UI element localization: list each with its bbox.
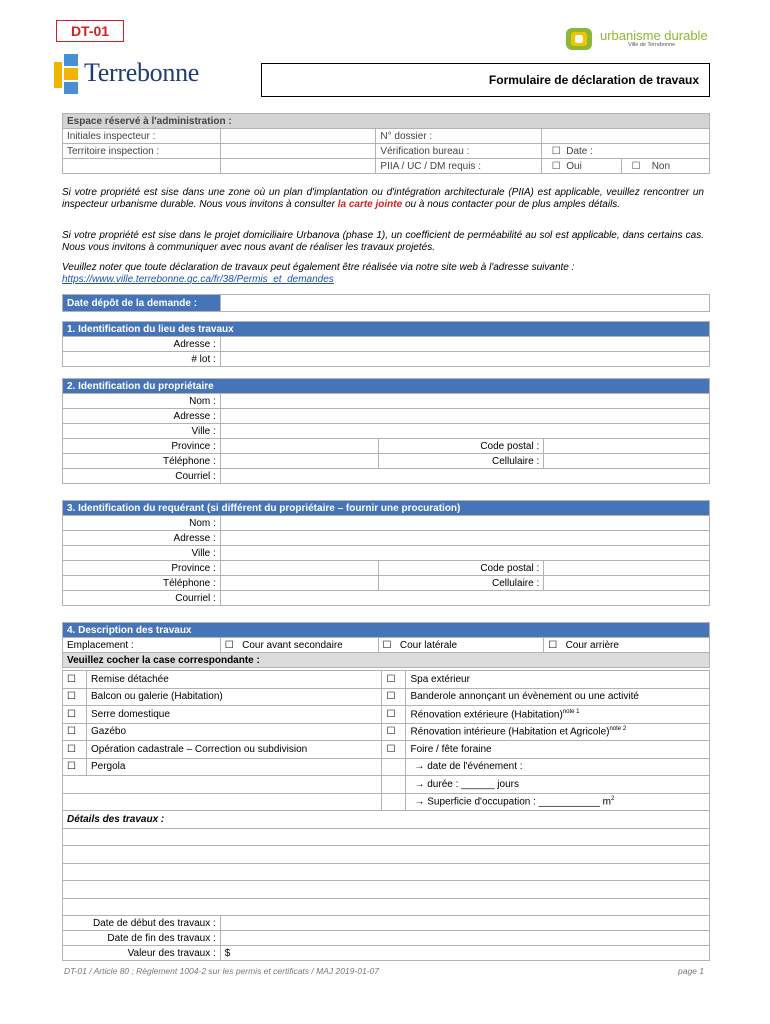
section-3-table [62,500,710,606]
cour-arriere-option[interactable]: ☐ Cour arrière [544,638,710,653]
s2-ville-field[interactable] [220,424,709,439]
s1-lot-field[interactable] [220,352,709,367]
s2-courriel-field[interactable] [220,469,709,484]
piia-note: Si votre propriété est sise dans une zone où un plan d'implantation ou d'intégration architecturale (PIIA) est applicable, veuillez rencontrer un inspecteur urbanisme durable. Nous vous invitons à consulter la carte jointe ou à nous contacter pour de plus amples détails. [62,187,704,210]
checkbox-icon[interactable]: ☐ [63,706,87,724]
work-type-item: Gazébo [86,723,382,741]
s2-telephone-field[interactable] [220,454,378,469]
cocher-instruction: Veuillez cocher la case correspondante : [63,653,710,668]
checkbox-icon[interactable]: ☐ [382,723,406,741]
section-2-title: 2. Identification du propriétaire [63,379,710,394]
oui-label: Oui [566,160,582,172]
checkbox-icon[interactable]: ☐ [63,671,87,689]
checkbox-icon[interactable]: ☐ [382,671,406,689]
details-line[interactable] [63,881,710,899]
date-debut-field[interactable] [220,916,709,931]
valeur-label: Valeur des travaux : [63,946,221,961]
s2-ville-label: Ville : [63,424,221,439]
s3-adresse-field[interactable] [220,531,709,546]
footnote-ref: note 2 [609,726,627,733]
checkbox-icon[interactable]: ☐ [63,723,87,741]
initiales-label: Initiales inspecteur : [63,129,221,144]
cour-avant-option[interactable]: ☐ Cour avant secondaire [220,638,378,653]
oui-checkbox-cell[interactable] [542,159,622,174]
dossier-field[interactable] [542,129,710,144]
details-line[interactable] [63,846,710,864]
s2-cellulaire-label: Cellulaire : [378,454,544,469]
checkbox-icon[interactable]: ☐ [382,706,406,724]
section-1-title: 1. Identification du lieu des travaux [63,322,710,337]
checkbox-icon[interactable]: ☐ [551,160,561,172]
initiales-field[interactable] [220,129,376,144]
details-line[interactable] [63,863,710,881]
terrebonne-wordmark: Terrebonne [84,58,200,87]
work-type-item: Banderole annonçant un évènement ou une activité [406,688,710,706]
admin-header: Espace réservé à l'administration : [63,114,710,129]
carte-jointe-link[interactable]: la carte jointe [337,199,403,210]
website-note: Veuillez noter que toute déclaration de travaux peut également être réalisée via notre site web à l'adresse suivante : https://www.ville.terrebonne.qc.ca/fr/38/Permis_et_demandes [62,262,575,285]
date-fin-field[interactable] [220,931,709,946]
s2-nom-field[interactable] [220,394,709,409]
details-table [62,810,710,961]
s3-province-label: Province : [63,561,221,576]
checkbox-icon[interactable]: ☐ [551,145,561,157]
date-checkbox-label: Date : [566,145,593,157]
s3-code-postal-label: Code postal : [378,561,544,576]
s2-code-postal-field[interactable] [544,439,710,454]
form-code-badge: DT-01 [56,20,124,42]
checkbox-icon[interactable]: ☐ [382,741,406,759]
checkbox-icon[interactable]: ☐ [631,160,641,172]
cour-laterale-option[interactable]: ☐ Cour latérale [378,638,544,653]
checkbox-icon[interactable]: ☐ [548,639,558,651]
work-type-item: Rénovation intérieure (Habitation et Agricole)$^{note 2}$ [406,723,710,741]
s1-adresse-label: Adresse : [63,337,221,352]
admin-table [62,113,710,174]
work-type-item: Opération cadastrale – Correction ou subdivision [86,741,382,759]
work-type-item: Serre domestique [86,706,382,724]
details-line[interactable] [63,828,710,846]
date-depot-field[interactable] [220,295,709,312]
non-label: Non [651,160,671,172]
territoire-field[interactable] [220,144,376,159]
verification-label: Vérification bureau : [376,144,542,159]
s3-cellulaire-label: Cellulaire : [378,576,544,591]
s3-adresse-label: Adresse : [63,531,221,546]
s3-courriel-label: Courriel : [63,591,221,606]
work-type-item: Spa extérieur [406,671,710,689]
footer-reference: DT-01 / Article 80 ; Règlement 1004-2 sur les permis et certificats / MAJ 2019-01-07 [64,966,379,976]
details-line[interactable] [63,898,710,916]
s2-cellulaire-field[interactable] [544,454,710,469]
evenement-date-label: → date de l'événement : [406,758,710,776]
checkbox-icon[interactable]: ☐ [382,639,392,651]
s3-nom-label: Nom : [63,516,221,531]
website-link[interactable]: https://www.ville.terrebonne.qc.ca/fr/38/Permis_et_demandes [62,274,334,285]
s3-nom-field[interactable] [220,516,709,531]
s3-ville-field[interactable] [220,546,709,561]
work-type-item: Foire / fête foraine [406,741,710,759]
blank-cell[interactable] [63,776,382,794]
checkbox-icon[interactable]: ☐ [382,688,406,706]
work-type-item: Rénovation extérieure (Habitation)$^{note 1}$ [406,706,710,724]
checkbox-icon[interactable]: ☐ [224,639,234,651]
s3-courriel-field[interactable] [220,591,709,606]
date-checkbox-cell[interactable] [542,144,710,159]
date-fin-label: Date de fin des travaux : [63,931,221,946]
section-3-title: 3. Identification du requérant (si différent du propriétaire – fournir une procuration) [63,501,710,516]
work-type-item: Pergola [86,758,382,776]
date-depot-table [62,294,710,312]
footnote-ref: note 1 [562,708,580,715]
section-4-table [62,622,710,668]
s2-nom-label: Nom : [63,394,221,409]
valeur-field[interactable]: $ [220,946,709,961]
s2-adresse-field[interactable] [220,409,709,424]
territoire-label: Territoire inspection : [63,144,221,159]
date-debut-label: Date de début des travaux : [63,916,221,931]
s2-telephone-label: Téléphone : [63,454,221,469]
work-type-item: Remise détachée [86,671,382,689]
section-1-table [62,321,710,367]
urbanisme-durable-text: urbanisme durable [600,28,708,43]
section-4-title: 4. Description des travaux [63,623,710,638]
s3-telephone-field[interactable] [220,576,378,591]
s3-telephone-label: Téléphone : [63,576,221,591]
checkbox-icon[interactable]: ☐ [63,758,87,776]
section-2-table [62,378,710,484]
s3-code-postal-field[interactable] [544,561,710,576]
s3-ville-label: Ville : [63,546,221,561]
work-type-item: Balcon ou galerie (Habitation) [86,688,382,706]
form-title: Formulaire de déclaration de travaux [488,73,699,87]
duree-label: → durée : ______ jours [406,776,710,794]
piia-label: PIIA / UC / DM requis : [376,159,542,174]
s2-code-postal-label: Code postal : [378,439,544,454]
s2-courriel-label: Courriel : [63,469,221,484]
s2-adresse-label: Adresse : [63,409,221,424]
dossier-label: N° dossier : [376,129,542,144]
checkbox-icon[interactable]: ☐ [63,688,87,706]
s3-province-field[interactable] [220,561,378,576]
s2-province-label: Province : [63,439,221,454]
checkbox-icon[interactable]: ☐ [63,741,87,759]
emplacement-label: Emplacement : [63,638,221,653]
s1-lot-label: # lot : [63,352,221,367]
urbanisme-durable-subtitle: Ville de Terrebonne [628,42,676,48]
blank-cell[interactable] [63,793,382,811]
s1-adresse-field[interactable] [220,337,709,352]
details-label: Détails des travaux : [63,811,710,829]
work-type-checklist [62,670,710,811]
s3-cellulaire-field[interactable] [544,576,710,591]
urbanova-note: Si votre propriété est sise dans le projet domiciliaire Urbanova (phase 1), un coefficient de perméabilité au sol est applicable, dans certains cas. Nous vous invitons à communiquer avec nous avant de réaliser les travaux projetés. [62,230,704,253]
date-depot-label: Date dépôt de la demande : [63,295,221,312]
non-checkbox-cell[interactable] [622,159,710,174]
form-title-box [261,63,710,97]
superficie-label: → Superficie d'occupation : ___________ $m^2$ [406,793,710,811]
page-number: page 1 [678,966,704,976]
s2-province-field[interactable] [220,439,378,454]
